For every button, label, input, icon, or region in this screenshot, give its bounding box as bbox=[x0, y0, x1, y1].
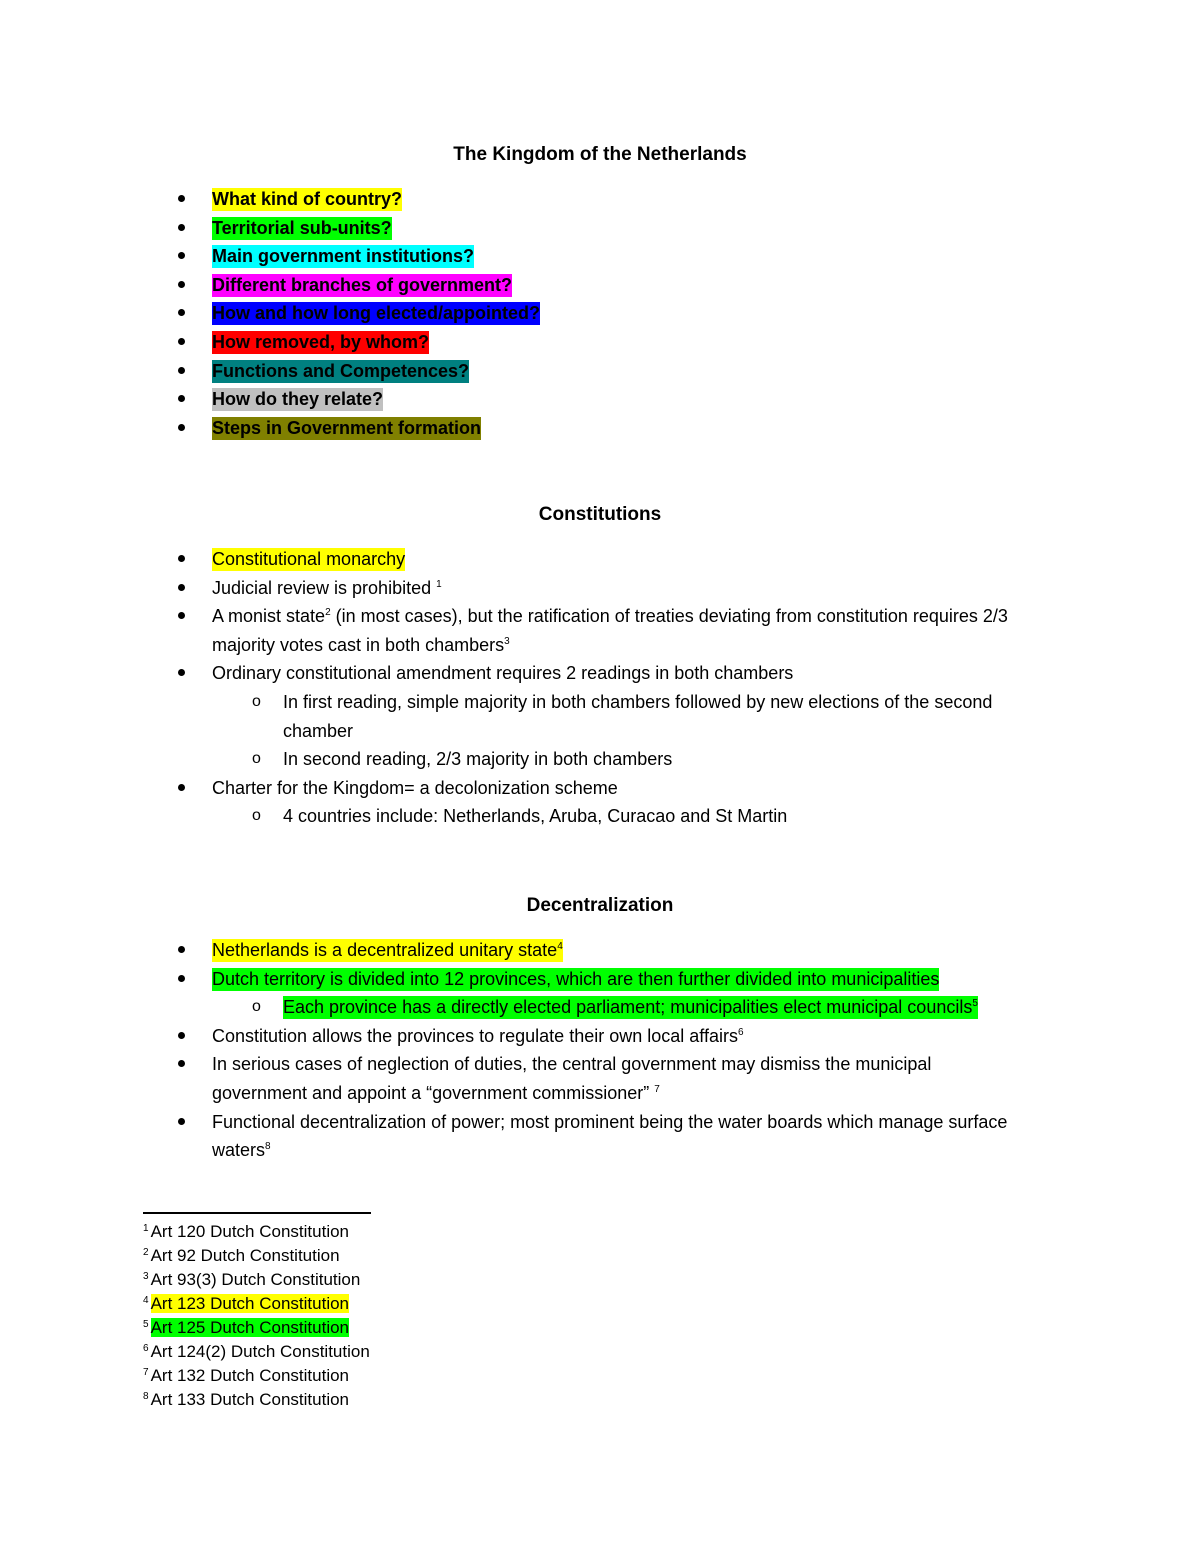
footnote-number: 2 bbox=[143, 1247, 149, 1258]
footnote-number: 3 bbox=[143, 1271, 149, 1282]
sub-bullet: o bbox=[252, 692, 261, 710]
question-text: Main government institutions? bbox=[212, 246, 475, 267]
sub-list bbox=[212, 688, 1056, 774]
footnote-text: Art 123 Dutch Constitution bbox=[150, 1294, 350, 1313]
list-item bbox=[176, 545, 1056, 574]
question-text: How removed, by whom? bbox=[212, 331, 430, 352]
footnote-ref[interactable]: 7 bbox=[654, 1083, 660, 1095]
sub-list-item bbox=[212, 802, 1056, 831]
list-item bbox=[176, 936, 1076, 965]
footnote bbox=[143, 1292, 370, 1316]
footnote-text: Art 124(2) Dutch Constitution bbox=[150, 1342, 370, 1361]
sub-list-item bbox=[212, 745, 1056, 774]
list-item bbox=[176, 602, 1056, 659]
item-text: 4 countries include: Netherlands, Aruba, Curacao and St Martin bbox=[283, 806, 788, 827]
footnote-number: 1 bbox=[143, 1223, 149, 1234]
list-item bbox=[176, 385, 1056, 414]
list-item bbox=[176, 659, 1056, 773]
list-item bbox=[176, 774, 1056, 831]
footnote-number: 6 bbox=[143, 1343, 149, 1354]
footnote-text: Art 133 Dutch Constitution bbox=[150, 1390, 350, 1409]
footnote-text: Art 92 Dutch Constitution bbox=[150, 1246, 340, 1265]
footnote-text: Art 132 Dutch Constitution bbox=[150, 1366, 350, 1385]
sub-bullet: o bbox=[252, 807, 261, 825]
question-list bbox=[176, 185, 1056, 442]
footnote-ref[interactable]: 2 bbox=[325, 607, 331, 619]
list-item bbox=[176, 574, 1056, 603]
footnote bbox=[143, 1388, 370, 1412]
item-text: Charter for the Kingdom= a decolonization scheme bbox=[212, 777, 618, 798]
item-text: (in most cases), but the ratification of treaties deviating from constitution requires 2/3 majority votes cast in both chambers bbox=[212, 606, 1008, 655]
sub-bullet: o bbox=[252, 750, 261, 768]
footnote-ref[interactable]: 4 bbox=[557, 941, 563, 952]
footnote-number: 7 bbox=[143, 1367, 149, 1378]
footnote-ref[interactable]: 6 bbox=[737, 1026, 744, 1038]
item-text: Constitutional monarchy bbox=[212, 549, 406, 569]
sub-list bbox=[212, 993, 1076, 1022]
list-item bbox=[176, 414, 1056, 443]
item-text: Constitution allows the provinces to regulate their own local affairs bbox=[212, 1025, 738, 1046]
footnote-number: 5 bbox=[143, 1319, 149, 1330]
item-text: In serious cases of neglection of duties, the central government may dismiss the municipal government and appoint a “government commissioner” bbox=[212, 1054, 932, 1103]
footnote-ref[interactable]: 1 bbox=[436, 578, 442, 590]
list-item bbox=[176, 299, 1056, 328]
footnote-number: 8 bbox=[143, 1391, 149, 1402]
section-heading-constitutions: Constitutions bbox=[538, 504, 662, 525]
question-text: Functions and Competences? bbox=[212, 360, 470, 381]
decentralization-list bbox=[176, 936, 1076, 1165]
footnote bbox=[143, 1220, 370, 1244]
question-text: How do they relate? bbox=[212, 389, 384, 410]
sub-bullet: o bbox=[252, 998, 261, 1016]
list-item bbox=[176, 242, 1056, 271]
question-text: What kind of country? bbox=[212, 189, 402, 209]
list-item bbox=[176, 357, 1056, 386]
footnote-number: 4 bbox=[143, 1295, 149, 1306]
item-text: Each province has a directly elected parliament; municipalities elect municipal councils bbox=[283, 997, 973, 1018]
highlighted-text bbox=[283, 996, 978, 1019]
list-item bbox=[176, 1050, 1076, 1107]
sub-list bbox=[212, 802, 1056, 831]
list-item bbox=[176, 1108, 1076, 1165]
footnote-text: Art 125 Dutch Constitution bbox=[150, 1318, 350, 1337]
item-text: Dutch territory is divided into 12 provinces, which are then further divided into municipalities bbox=[212, 968, 940, 989]
item-text: Functional decentralization of power; most prominent being the water boards which manage surface waters bbox=[212, 1111, 1008, 1161]
highlighted-text bbox=[212, 939, 563, 962]
question-text: Steps in Government formation bbox=[212, 417, 482, 438]
list-item bbox=[176, 328, 1056, 357]
list-item bbox=[176, 965, 1076, 1022]
item-text: Judicial review is prohibited bbox=[212, 577, 437, 598]
footnote bbox=[143, 1364, 370, 1388]
footnote-ref[interactable]: 8 bbox=[265, 1141, 271, 1153]
sub-list-item bbox=[212, 993, 1076, 1022]
footnote-text: Art 93(3) Dutch Constitution bbox=[150, 1270, 361, 1289]
footnote bbox=[143, 1340, 370, 1364]
list-item bbox=[176, 214, 1056, 243]
footnote-ref[interactable]: 3 bbox=[504, 635, 510, 647]
question-text: Territorial sub-units? bbox=[212, 217, 392, 238]
item-text: Netherlands is a decentralized unitary state bbox=[212, 940, 558, 960]
item-text: A monist state bbox=[212, 606, 326, 627]
question-text: How and how long elected/appointed? bbox=[212, 303, 540, 324]
list-item bbox=[176, 185, 1056, 214]
sub-list-item bbox=[212, 688, 1056, 745]
list-item bbox=[176, 271, 1056, 300]
item-text: Ordinary constitutional amendment requires 2 readings in both chambers bbox=[212, 663, 794, 684]
footnote bbox=[143, 1244, 370, 1268]
footnote-ref[interactable]: 5 bbox=[972, 998, 978, 1010]
item-text: In first reading, simple majority in both chambers followed by new elections of the second chamber bbox=[283, 691, 993, 741]
constitutions-list bbox=[176, 545, 1056, 831]
page-title: The Kingdom of the Netherlands bbox=[453, 144, 747, 165]
footnote-separator bbox=[143, 1212, 371, 1214]
list-item bbox=[176, 1022, 1076, 1051]
question-text: Different branches of government? bbox=[212, 274, 513, 295]
footnote bbox=[143, 1268, 370, 1292]
section-heading-decentralization: Decentralization bbox=[526, 895, 674, 916]
item-text: In second reading, 2/3 majority in both chambers bbox=[283, 749, 673, 770]
footnotes bbox=[143, 1220, 370, 1412]
footnote-text: Art 120 Dutch Constitution bbox=[150, 1222, 350, 1241]
footnote bbox=[143, 1316, 370, 1340]
